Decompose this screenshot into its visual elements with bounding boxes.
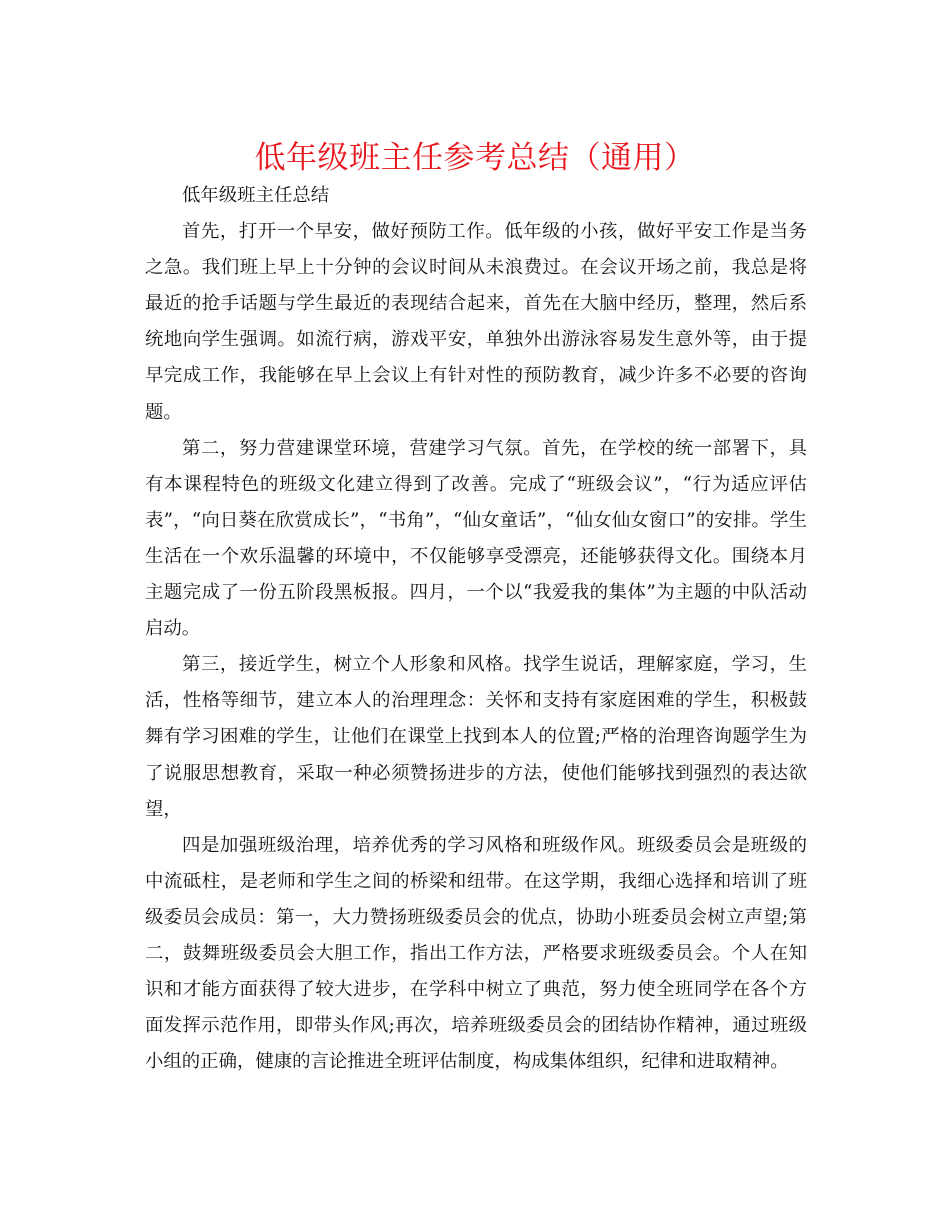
paragraph-4: 四是加强班级治理，培养优秀的学习风格和班级作风。班级委员会是班级的中流砥柱，是老师和学生之间的桥梁和纽带。在这学期，我细心选择和培训了班级委员会成员：第一，大力赞扬班级委员会的优点，协助小班委员会树立声望;第二，鼓舞班级委员会大胆工作，指出工作方法，严格要求班级委员会。个人在知识和才能方面获得了较大进步，在学科中树立了典范，努力使全班同学在各个方面发挥示范作用，即带头作风;再次，培养班级委员会的团结协作精神，通过班级小组的正确，健康的言论推进全班评估制度，构成集体组织，纪律和进取精神。 — [145, 834, 807, 1073]
document-body — [145, 178, 807, 1080]
paragraph-3: 第三，接近学生，树立个人形象和风格。找学生说话，理解家庭，学习，生活，性格等细节，建立本人的治理理念：关怀和支持有家庭困难的学生，积极鼓舞有学习困难的学生，让他们在课堂上找到本人的位置;严格的治理咨询题学生为了说服思想教育，采取一种必须赞扬进步的方法，使他们能够找到强烈的表达欲望， — [145, 654, 807, 820]
paragraph-1: 首先，打开一个早安，做好预防工作。低年级的小孩，做好平安工作是当务之急。我们班上早上十分钟的会议时间从未浪费过。在会议开场之前，我总是将最近的抢手话题与学生最近的表现结合起来，首先在大脑中经历，整理，然后系统地向学生强调。如流行病，游戏平安，单独外出游泳容易发生意外等，由于提早完成工作，我能够在早上会议上有针对性的预防教育，减少许多不必要的咨询题。 — [145, 221, 807, 423]
paragraph-2: 第二，努力营建课堂环境，营建学习气氛。首先，在学校的统一部署下，具有本课程特色的班级文化建立得到了改善。完成了“班级会议”，“行为适应评估表”，“向日葵在欣赏成长”，“书角”，“仙女童话”，“仙女仙女窗口”的安排。学生生活在一个欢乐温馨的环境中，不仅能够享受漂亮，还能够获得文化。围绕本月主题完成了一份五阶段黑板报。四月，一个以“我爱我的集体”为主题的中队活动启动。 — [145, 437, 807, 640]
document-subtitle: 低年级班主任总结 — [182, 185, 330, 206]
document-title: 低年级班主任参考总结（通用） — [254, 140, 696, 176]
